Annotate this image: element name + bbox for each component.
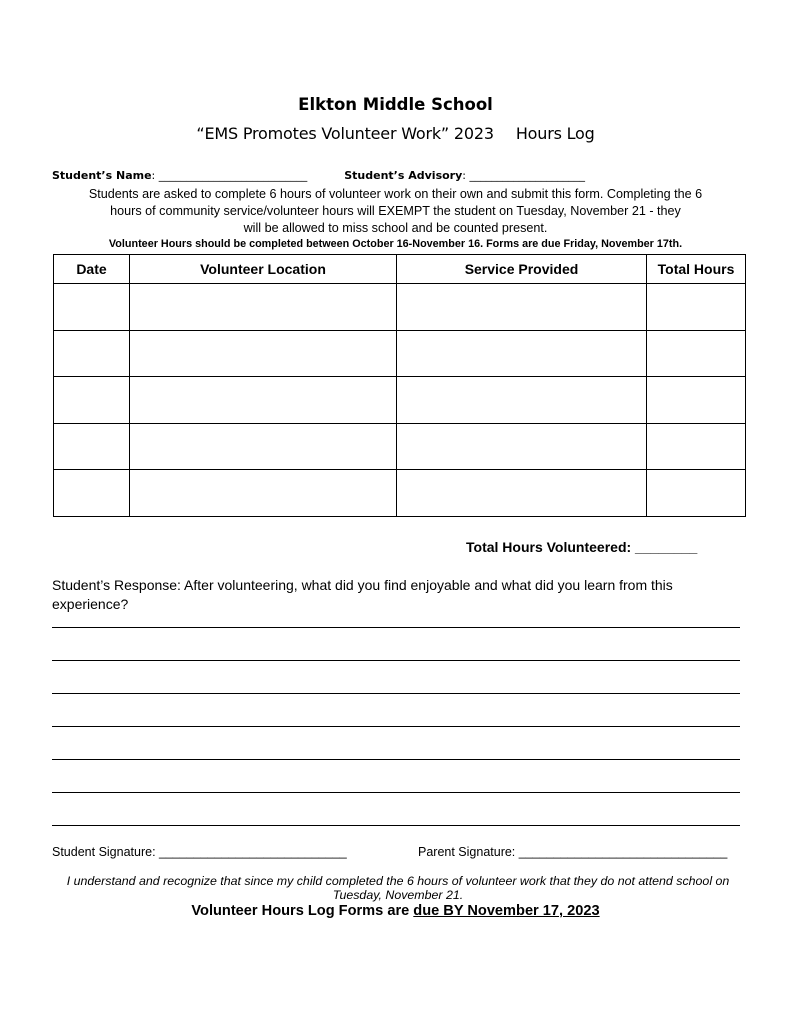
- instructions-line: will be allowed to miss school and be counted present.: [243, 221, 548, 235]
- student-advisory-field[interactable]: : _____________________: [462, 169, 585, 182]
- due-date: due BY November 17, 2023: [413, 903, 600, 919]
- signature-row: [52, 845, 728, 859]
- response-prompt: Student’s Response: After volunteering, what did you find enjoyable and what did you learn from this experience?: [52, 577, 673, 612]
- hours-log-table: [53, 254, 746, 517]
- instructions-line: hours of community service/volunteer hours will EXEMPT the student on Tuesday, November 21 - they: [110, 204, 681, 218]
- deadline-note: Volunteer Hours should be completed between October 16-November 16. Forms are due Friday, November 17th.: [108, 238, 683, 250]
- response-line[interactable]: [52, 792, 740, 793]
- date-cell[interactable]: [54, 377, 130, 424]
- instructions: [40, 186, 751, 237]
- student-advisory-label: Student’s Advisory: [344, 169, 463, 182]
- table-header-row: [54, 255, 746, 284]
- student-fields: [52, 169, 585, 182]
- table-row: [54, 377, 746, 424]
- column-header-total-hours: Total Hours: [647, 255, 746, 284]
- location-cell[interactable]: [130, 284, 397, 331]
- response-line[interactable]: [52, 660, 740, 661]
- location-cell[interactable]: [130, 423, 397, 470]
- program-name: “EMS Promotes Volunteer Work” 2023: [196, 124, 494, 143]
- column-header-service: Service Provided: [397, 255, 647, 284]
- total-hours-field[interactable]: Total Hours Volunteered: ________: [466, 539, 698, 555]
- school-title: Elkton Middle School: [298, 95, 493, 114]
- response-line[interactable]: [52, 693, 740, 694]
- column-header-date: Date: [54, 255, 130, 284]
- hours-cell[interactable]: [647, 330, 746, 377]
- service-cell[interactable]: [397, 377, 647, 424]
- response-line[interactable]: [52, 759, 740, 760]
- parent-signature-field[interactable]: Parent Signature: ______________________________: [418, 845, 728, 859]
- log-label: Hours Log: [515, 124, 595, 143]
- hours-cell[interactable]: [647, 423, 746, 470]
- student-signature-field[interactable]: Student Signature: ___________________________: [52, 845, 347, 859]
- due-notice-prefix: Volunteer Hours Log Forms are: [191, 903, 414, 919]
- instructions-line: Students are asked to complete 6 hours of volunteer work on their own and submit this form. Completing the 6: [88, 187, 703, 201]
- hours-cell[interactable]: [647, 470, 746, 517]
- hours-cell[interactable]: [647, 284, 746, 331]
- hours-cell[interactable]: [647, 377, 746, 424]
- table-row: [54, 284, 746, 331]
- service-cell[interactable]: [397, 330, 647, 377]
- table-row: [54, 330, 746, 377]
- response-line[interactable]: [52, 825, 740, 826]
- response-line[interactable]: [52, 726, 740, 727]
- date-cell[interactable]: [54, 284, 130, 331]
- table-row: [54, 470, 746, 517]
- column-header-location: Volunteer Location: [130, 255, 397, 284]
- service-cell[interactable]: [397, 470, 647, 517]
- service-cell[interactable]: [397, 284, 647, 331]
- location-cell[interactable]: [130, 470, 397, 517]
- student-name-field[interactable]: : ___________________________: [151, 169, 308, 182]
- due-date-notice: [0, 903, 791, 919]
- location-cell[interactable]: [130, 330, 397, 377]
- date-cell[interactable]: [54, 330, 130, 377]
- table-row: [54, 423, 746, 470]
- parent-acknowledgement: I understand and recognize that since my child completed the 6 hours of volunteer work that they do not attend school on Tuesday, November 21.: [66, 874, 730, 902]
- date-cell[interactable]: [54, 470, 130, 517]
- response-line[interactable]: [52, 627, 740, 628]
- form-subtitle: [0, 124, 791, 143]
- student-name-label: Student’s Name: [52, 169, 152, 182]
- service-cell[interactable]: [397, 423, 647, 470]
- location-cell[interactable]: [130, 377, 397, 424]
- date-cell[interactable]: [54, 423, 130, 470]
